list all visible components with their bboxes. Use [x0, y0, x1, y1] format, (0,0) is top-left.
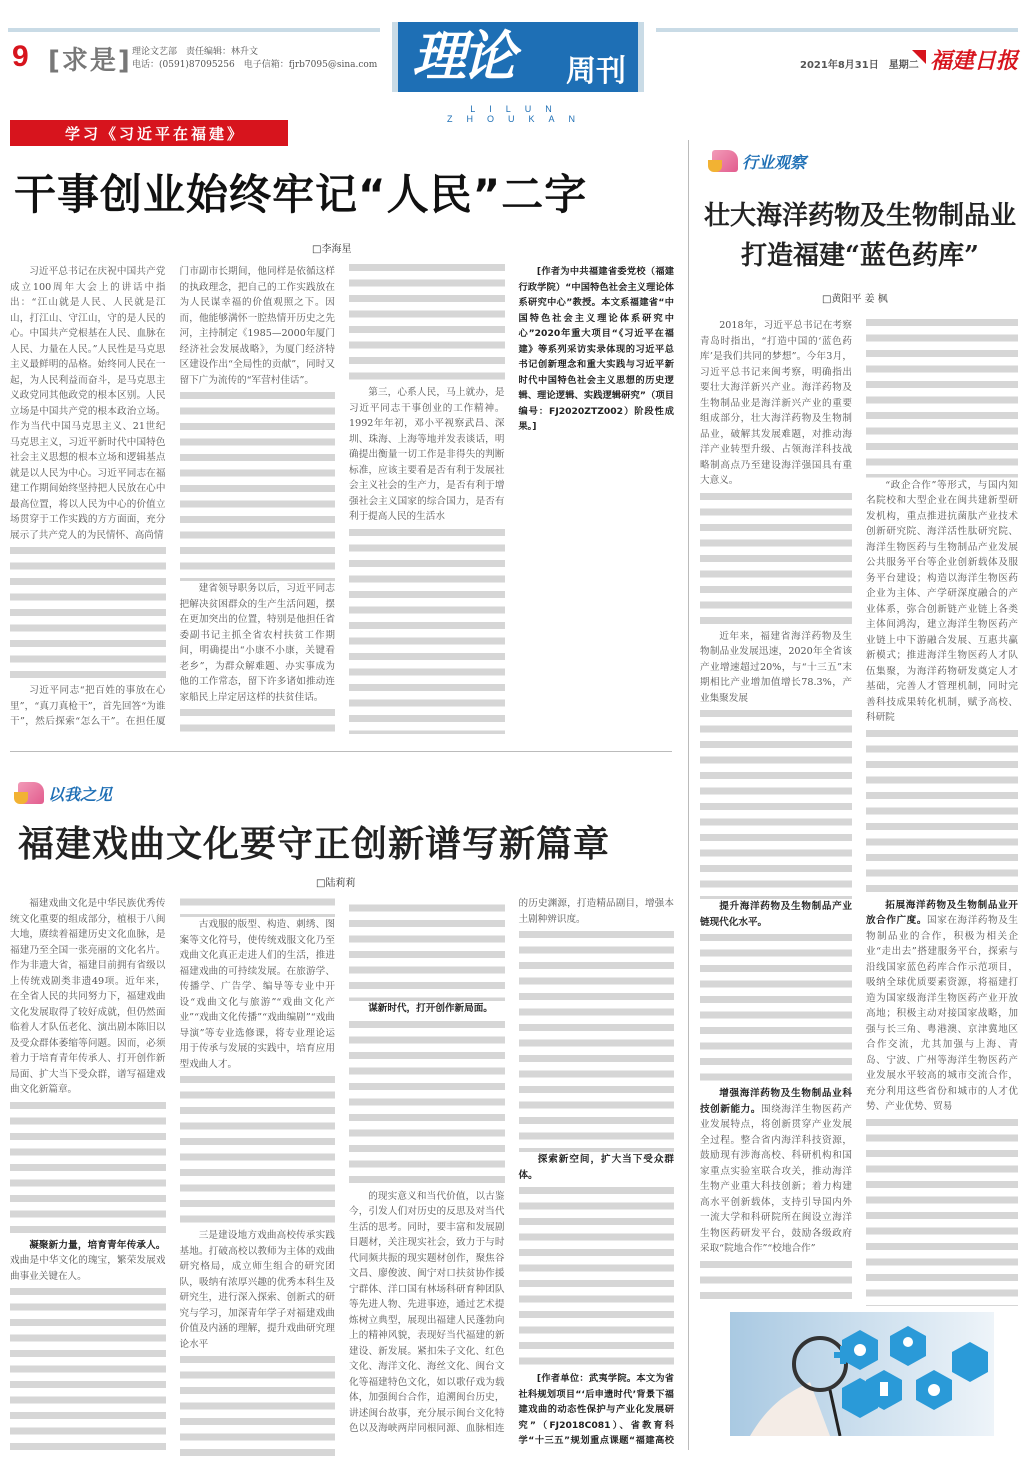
article2-body: [700, 318, 1018, 1306]
paragraph: [866, 478, 1018, 726]
section-label: 求是: [61, 46, 118, 76]
paragraph-text: 习近平同志“把百姓的事放在心里”，“真刀真枪干”，首先回答“为谁干”，然后探索“怎么干”。在担任厦门市副市长期间，他同样是依循这样的执政理念，把自己的工作实践放在为人民谋幸福的价值观照之下。因而，他能够满怀一腔热情开历史之先河，主持制定《1985—2000年厦门经济社会发展战略》，为厦门经济特区建设作出“全局性的贡献”，同时又留下广为流传的“军营村佳话”。: [10, 266, 335, 727]
paragraph: [866, 898, 1018, 1115]
paragraph: [180, 917, 336, 1072]
text-continuation: [866, 726, 1018, 898]
text-continuation: [519, 1183, 675, 1371]
medical-hexagon-icons-photo: [730, 1312, 994, 1436]
paragraph: [700, 629, 852, 707]
text-continuation: [700, 489, 852, 629]
paragraph: [180, 1228, 336, 1352]
paragraph-text: 第三，心系人民，马上就办，是习近平同志干事创业的工作精神。1992年年初，邓小平视察武昌、深圳、珠海、上海等地并发表谈话，明确提出衡量一切工作是非得失的判断标准，应该主要看是否有利于发展社会主义社会的生产力，是否有利于增强社会主义国家的综合国力，是否有利于提高人民的生活水: [349, 387, 505, 522]
text-continuation: [519, 927, 675, 1152]
column-banner: 学习《习近平在福建》: [10, 120, 288, 146]
article1-body: [10, 264, 674, 740]
issue-date: 2021年8月31日 星期二: [800, 60, 919, 71]
header-rule-right: [656, 28, 1018, 32]
subheading: 谋新时代，打开创作新局面。: [368, 1003, 493, 1014]
paragraph: [180, 581, 336, 705]
newspaper-logo-icon: [912, 50, 926, 64]
lilun-zhoukan-logo: [392, 22, 644, 92]
paragraph-text: 福建戏曲文化是中华民族优秀传统文化重要的组成部分，植根于八闽大地，赓续着福建历史文化血脉，是福建乃至全国一张亮丽的文化名片。作为非遗大省，福建目前拥有省级以上传统戏剧类非遗49项。近年来，在全省人民的共同努力下，福建戏曲文化发展取得了较好成就，但仍然面临着人才队伍老化、演出剧本陈旧以及受众群体萎缩等问题。因而，必须着力于培育青年传承人、打开创作新局面、扩大当下受众群，谱写福建戏曲文化新篇章。: [10, 898, 166, 1095]
section-name: [求是]: [48, 46, 132, 76]
logo-text: 周刊: [566, 54, 626, 89]
paragraph-text: 戏曲是中华文化的瑰宝，繁荣发展戏曲事业关键在人。: [10, 1255, 166, 1282]
text-continuation: [349, 1017, 505, 1189]
paragraph-text: 国家在海洋药物及生物制品业的合作，积极为相关企业“走出去”搭建服务平台，探索与沿线国家蓝色药库合作示范项目，吸纳全球优质要素资源，将福建打造为国家级海洋生物医药产业开放高地；积极主动对接国家战略，加强与长三角、粤港澳、京津冀地区合作交流，尤其加强与上海、青岛、宁波、广州等海洋生物医药产业发展水平较高的城市交流合作，充分利用这些省份和城市的人才优势、产业优势、贸易: [866, 915, 1018, 1112]
text-continuation: [349, 525, 505, 734]
article1-title: 干事创业始终牢记“人民”二字: [14, 170, 588, 219]
paragraph-text: 近年来，福建省海洋药物及生物制品业发展迅速，2020年全省该产业增速超过20%，与“十三五”末期相比产业增加值增长78.3%，产业集聚发展: [700, 630, 852, 704]
article3-author: □陆莉莉: [316, 878, 356, 889]
paragraph-text: “政企合作”等形式，与国内知名院校和大型企业在闽共建新型研发机构，重点推进抗菌肽产业技术创新研究院、海洋活性肽研究院、海洋生物医药与生物制品产业发展公共服务平台等企业创新载体及服务平台建设；构造以海洋生物医药企业为主体、产学研深度融合的产业体系，弥合创新链产业链上各类主体间鸿沟，建立海洋生物医药产业链上中下游融合发展、互惠共赢新模式；推进海洋生物医药人才队伍集聚，为海洋药物研发奠定人才基础，完善人才管理机制，同时完善科技成果转化机制，赋予高校、科研院: [866, 479, 1018, 723]
article3-column-tag: 以我之见: [48, 785, 113, 804]
article2-title: [700, 196, 1020, 276]
logo-calligraphy: 理论: [412, 24, 512, 88]
editorial-info: [132, 46, 377, 72]
text-continuation: [700, 706, 852, 899]
column-divider: [688, 140, 689, 1450]
contact: 电话：(0591)87095256 电子信箱：fjrb7095@sina.com: [132, 60, 378, 70]
newspaper-name: 福建日报: [930, 48, 1019, 74]
department: 理论文艺部 责任编辑：林升文: [132, 47, 259, 57]
text-continuation: [10, 543, 166, 683]
paragraph-text: 的现实意义和当代价值，以古鉴今，引发人们对历史的反思及对当代生活的思考。同时，要丰富和发展剧目题材，关注现实社会，致力于与时代同频共振的现实题材创作，聚焦谷文昌、廖俊波、闽宁对口扶贫协作援宁群体、洋口国有林场科研育种团队等先进人物、先进事迹，通过艺术提炼树立典型，展现出福建人民蓬勃向上的精神风貌，表现好当代福建的新建设、新发展。紧扣朱子文化、红色文化、海洋文化、海丝文化、闽台文化等福建特色文化，如以歌仔戏为载体，加强闽台合作，追溯闽台历史，讲述闽台故事，充分展示闽台文化特色以及海峡两岸同根同源、血脉相连的历史渊源，打造精品剧目，增强本土剧种辨识度。: [349, 898, 674, 1434]
page-number: 9: [12, 40, 29, 73]
subheading: 拓展海洋药物及生物制品业开放合作广度。: [866, 899, 1018, 926]
subheading: 凝聚新力量，培育青年传承人。: [29, 1239, 166, 1251]
article2-column-tag: 行业观察: [742, 153, 807, 172]
paragraph: [10, 896, 166, 1098]
text-continuation: [180, 1072, 336, 1228]
text-continuation: [10, 1098, 166, 1238]
paragraph: [349, 1001, 505, 1017]
text-continuation: [180, 388, 336, 581]
header-rule-left: [8, 28, 380, 32]
paragraph-text: 古戏服的版型、构造、刺绣、图案等文化符号，使传统戏服文化乃至戏曲文化真正走进人们的生活，推进福建戏曲的可持续发展。在旅游学、传播学、广告学、编导等专业中开设“戏曲文化与旅游”“戏曲文化产业”“戏曲文化传播”“戏曲编剧”“戏曲导演”等专业选修课，将专业理论运用于传承与发展的实践中，培育应用型戏曲人才。: [179, 919, 335, 1070]
book-icon: [712, 150, 738, 172]
paragraph-text: 2018年，习近平总书记在考察青岛时指出，“打造中国的‘蓝色药库’是我们共同的梦想”。今年3月，习近平总书记来闽考察，明确指出要壮大海洋新兴产业。海洋药物及生物制品业是海洋新兴产业的重要组成部分，壮大海洋药物及生物制品业，破解其发展难题，对推动海洋产业转型升级、占领海洋科技战略制高点乃至建设海洋强国具有重大意义。: [700, 320, 852, 486]
paragraph: [700, 318, 852, 489]
article1-author: □李海星: [312, 244, 352, 255]
paragraph: [700, 1086, 852, 1257]
paragraph: [519, 1152, 675, 1183]
paragraph-text: 建省领导职务以后，习近平同志把解决贫困群众的生产生活问题，摆在更加突出的位置，特别是他担任省委副书记主抓全省农村扶贫工作期间，明确提出“小康不小康，关键看老乡”，为群众解难题、办实事成为他的工作常态，留下许多诸如推动连家船民上岸定居这样的扶贫佳话。: [179, 583, 335, 703]
article2-title-line1: 壮大海洋药物及生物制品业: [703, 201, 1016, 231]
subheading: 探索新空间，扩大当下受众群体。: [518, 1154, 674, 1181]
paragraph-text: 习近平总书记在庆祝中国共产党成立100周年大会上的讲话中指出：“江山就是人民、人民就是江山，打江山、守江山，守的是人民的心。中国共产党根基在人民、血脉在人民、力量在人民。”人民性是马克思主义最鲜明的品格。始终同人民在一起，为人民利益而奋斗，是马克思主义政党同其他政党的根本区别。人民立场是中国共产党的根本政治立场。作为当代中国马克思主义、21世纪马克思主义，习近平新时代中国特色社会主义思想的根本立场和逻辑基点就是以人民为中心。习近平同志在福建工作期间始终坚持把人民放在心中最高位置，将以人民为中心的价值立场贯穿于工作实践的方方面面，充分展示了共产党人的为民情怀、高尚情: [10, 266, 166, 541]
subheading: 提升海洋药物及生物制品产业链现代化水平。: [700, 901, 852, 928]
article2-author: □黄阳平 姜 枫: [822, 294, 888, 305]
paragraph: [10, 264, 166, 543]
subheading: 增强海洋药物及生物制品业科技创新能力。: [700, 1088, 852, 1115]
paragraph: [349, 385, 505, 525]
text-continuation: [700, 930, 852, 1086]
paragraph-text: 三是建设地方戏曲高校传承实践基地。打破高校以教师为主体的戏曲研究格局，成立师生组合的研究团队，吸纳有浓厚兴趣的优秀本科生及研究生，进行深入探索、创新式的研究与学习，加深青年学子对福建戏曲价值及内涵的理解，提升戏曲研究理论水平: [179, 1230, 335, 1350]
article3-body: [10, 896, 674, 1456]
article2-title-line2: 打造福建“蓝色药库”: [741, 241, 979, 271]
book-icon: [18, 782, 44, 804]
article3-title: 福建戏曲文化要守正创新谱写新篇章: [18, 823, 611, 865]
author-note: [作者单位：武夷学院。本文为省社科规划项目“‘后申遗时代’背景下福建戏曲的动态性保护与产业化发展研究”（FJ2018C081）、省教育科学“十三五”规划重点课题“福建高校: [518, 1373, 674, 1446]
logo-pinyin: LILUN ZHOUKAN: [446, 104, 589, 124]
paragraph: [10, 1238, 166, 1285]
paragraph-text: 围绕海洋生物医药产业发展特点，将创新贯穿产业发展全过程。整合省内海洋科技资源，鼓励现有涉海高校、科研机构和国家重点实验室联合攻关，推动海洋生物产业重大科技创新；着力构建高水平创新载体，支持引导国内外一流大学和科研院所在闽设立海洋生物医药研发平台，鼓励各级政府采取“院地合作”“校地合作”: [700, 1103, 852, 1254]
author-note: [作者为中共福建省委党校（福建行政学院）“中国特色社会主义理论体系研究中心”教授。本文系福建省“中国特色社会主义理论体系研究中心”2020年重大项目“《习近平在福建》等系列采访实录体现的习近平总书记创新理念和重大实践与习近平新时代中国特色社会主义思想的历史逻辑、理论逻辑、实践逻辑研究”（项目编号：FJ2020ZTZ002）阶段性成果。]: [518, 266, 674, 432]
section-divider: [10, 751, 672, 752]
paragraph: [700, 899, 852, 930]
